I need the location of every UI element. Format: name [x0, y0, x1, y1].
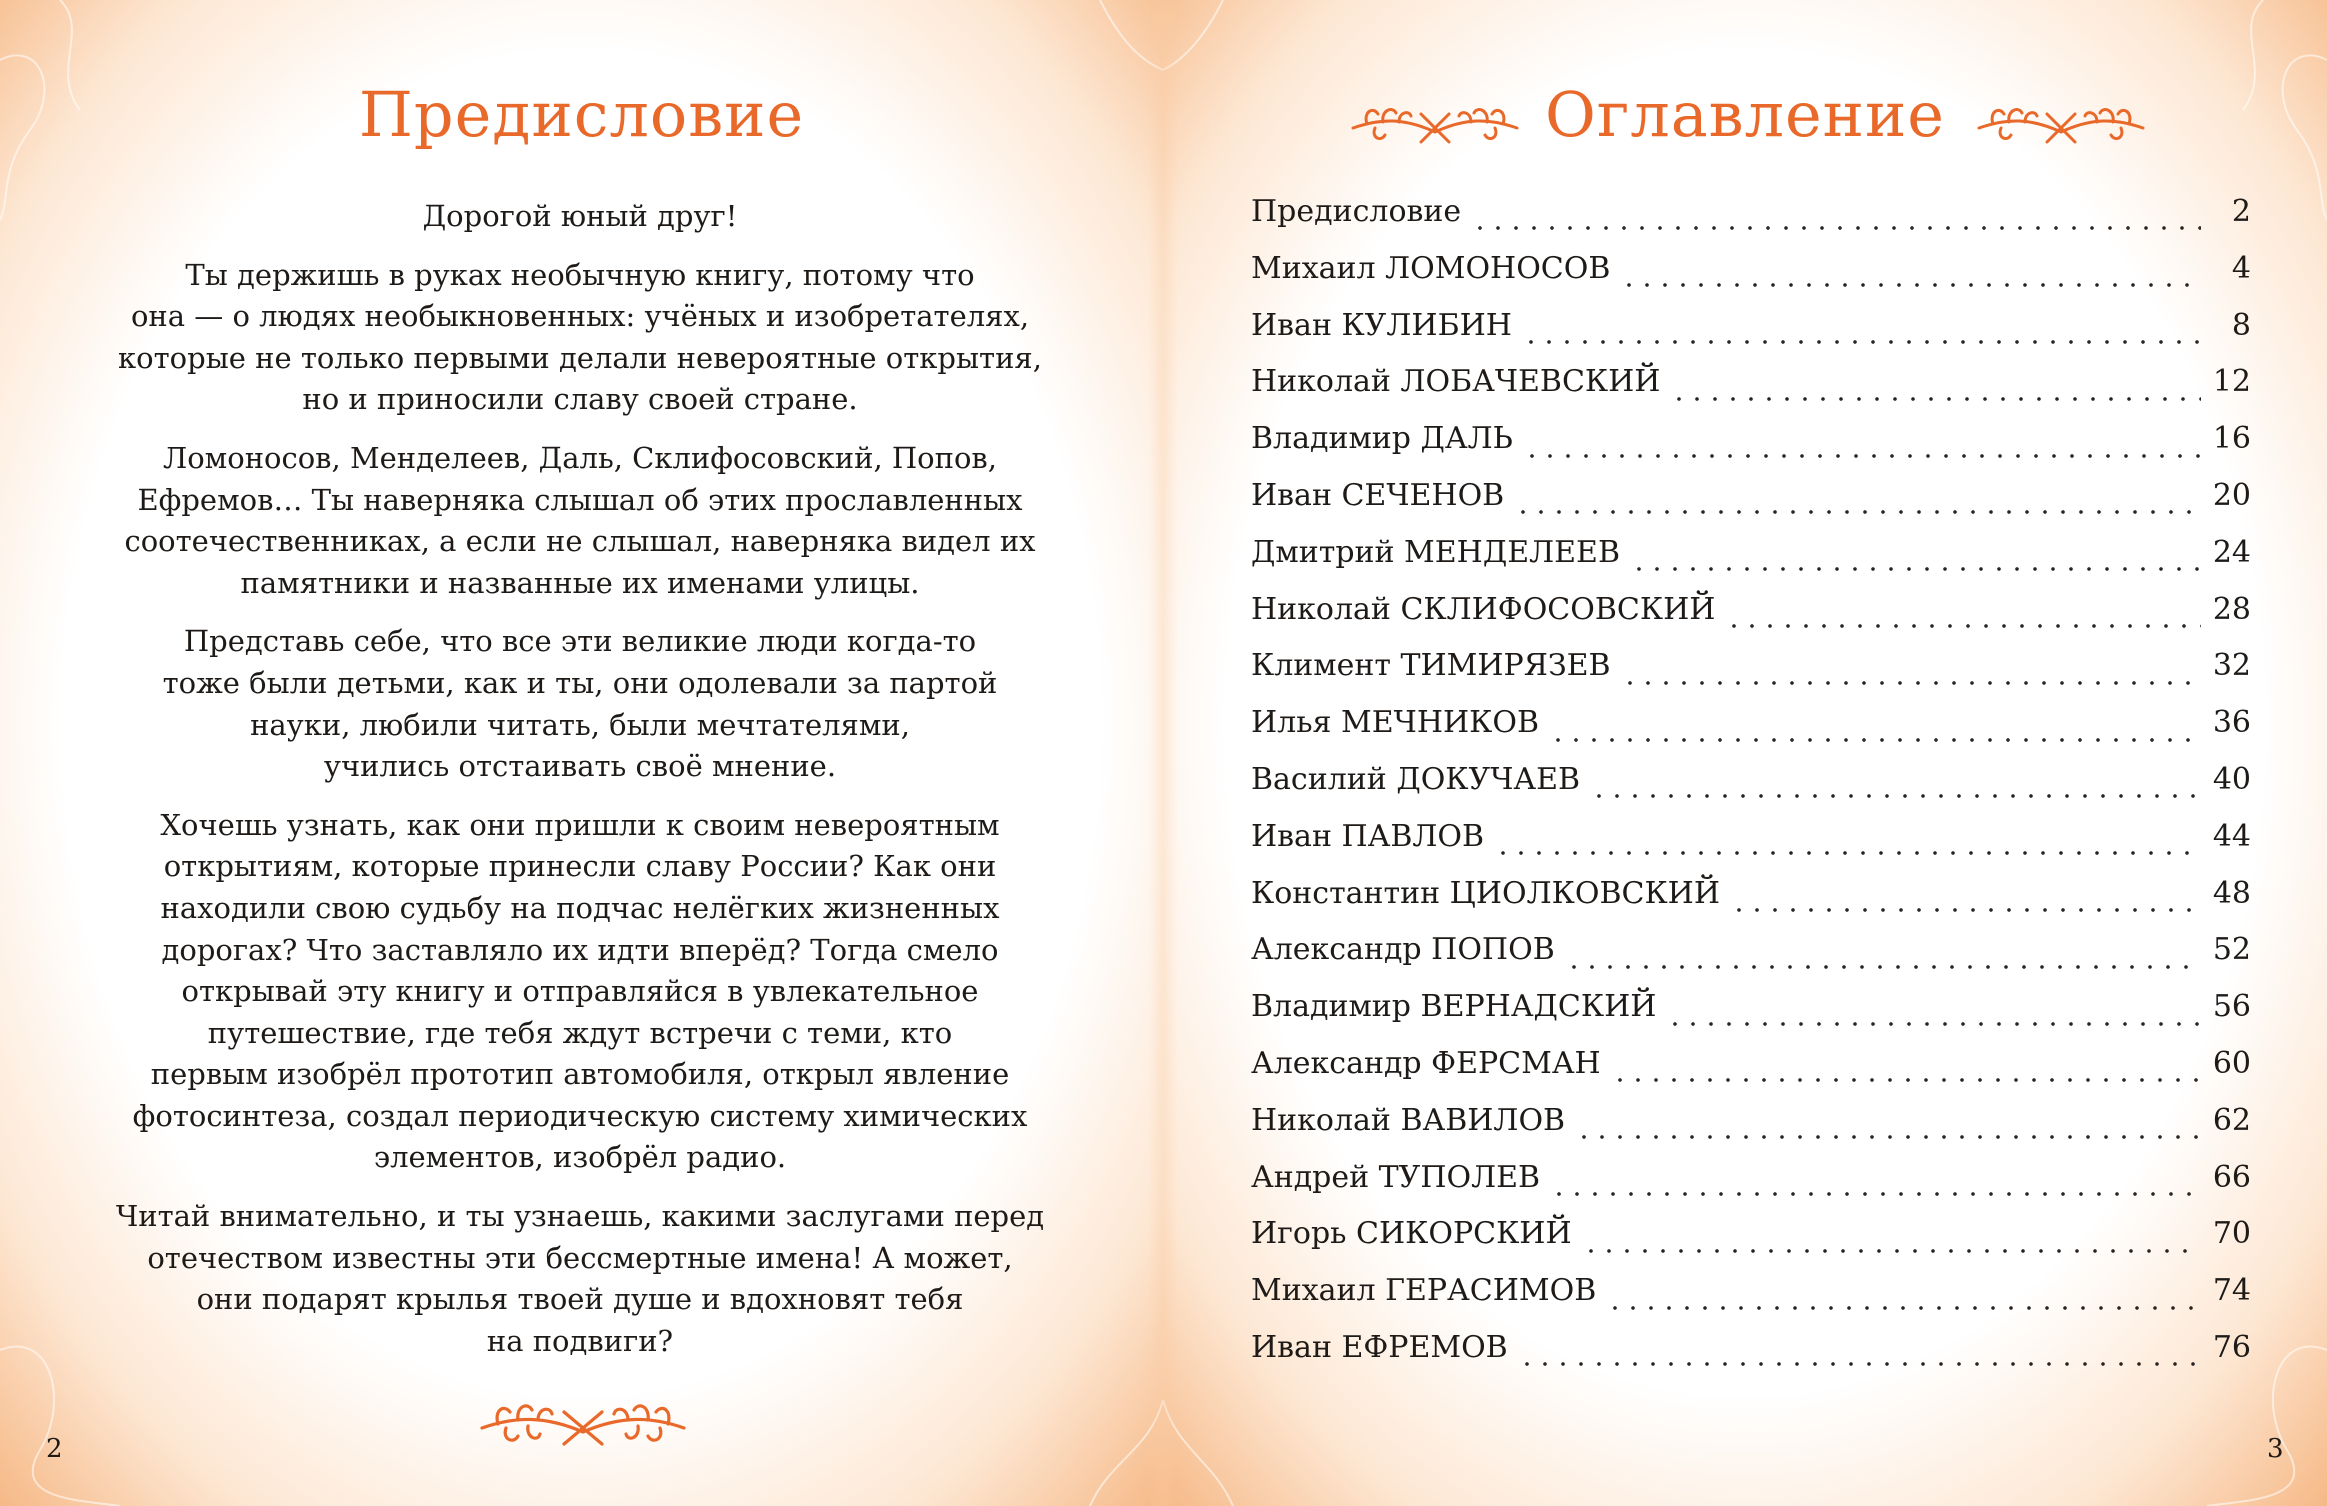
preface-line: элементов, изобрёл радио.: [373, 1140, 787, 1175]
toc-entry[interactable]: [1251, 989, 2251, 1046]
preface-text: [100, 196, 1060, 1379]
toc-dot-leader: [1630, 566, 2201, 572]
toc-entry-name: Михаил ЛОМОНОСОВ: [1251, 250, 1611, 286]
toc-dot-leader: [1611, 1077, 2201, 1083]
toc-entry-page: 62: [2212, 1102, 2251, 1138]
toc-entry[interactable]: [1251, 251, 2251, 308]
toc-entry-page: 66: [2212, 1159, 2251, 1195]
toc-entry[interactable]: [1251, 478, 2251, 535]
preface-line: Ломоносов, Менделеев, Даль, Склифосовский, Попов,: [163, 440, 997, 475]
preface-line: открывай эту книгу и отправляйся в увлекательное: [181, 974, 979, 1009]
preface-line: она — о людях необыкновенных: учёных и изобретателях,: [130, 299, 1030, 334]
toc-entry[interactable]: [1251, 932, 2251, 989]
toc-entry[interactable]: [1251, 648, 2251, 705]
preface-line: Представь себе, что все эти великие люди когда-то: [183, 624, 977, 659]
preface-title: Предисловие: [358, 78, 805, 151]
toc-entry-page: 76: [2212, 1329, 2251, 1365]
toc-dot-leader: [1606, 1305, 2201, 1311]
toc-dot-leader: [1666, 1021, 2201, 1027]
preface-line: науки, любили читать, были мечтателями,: [250, 707, 910, 742]
toc-dot-leader: [1471, 225, 2201, 231]
preface-line: памятники и названные их именами улицы.: [240, 565, 920, 600]
toc-dot-leader: [1590, 793, 2201, 799]
toc-entry-name: Иван КУЛИБИН: [1251, 307, 1512, 343]
toc-entry-page: 12: [2212, 364, 2251, 400]
toc-entry-name: Николай СКЛИФОСОВСКИЙ: [1251, 591, 1716, 627]
toc-dot-leader: [1582, 1248, 2201, 1254]
toc-entry[interactable]: [1251, 1046, 2251, 1103]
toc-dot-leader: [1494, 850, 2201, 856]
toc-dot-leader: [1522, 339, 2201, 345]
toc-entry[interactable]: [1251, 592, 2251, 649]
toc-entry-name: Владимир ДАЛЬ: [1251, 421, 1513, 457]
toc-entry-page: 70: [2212, 1216, 2251, 1252]
preface-paragraph: [100, 1196, 1060, 1362]
toc-entry-name: Николай ЛОБАЧЕВСКИЙ: [1251, 364, 1661, 400]
preface-line: которые не только первыми делали невероятные открытия,: [118, 340, 1042, 375]
preface-paragraph: [100, 805, 1060, 1179]
toc-entry-page: 44: [2212, 818, 2251, 854]
toc-entry[interactable]: [1251, 194, 2251, 251]
toc-entry-name: Владимир ВЕРНАДСКИЙ: [1251, 989, 1657, 1025]
toc-entry-page: 40: [2212, 761, 2251, 797]
toc-entry[interactable]: [1251, 364, 2251, 421]
preface-line: Ты держишь в руках необычную книгу, потому что: [185, 257, 975, 292]
toc-dot-leader: [1549, 737, 2201, 743]
toc-entry-page: 4: [2231, 250, 2251, 286]
preface-line: но и приносили славу своей стране.: [302, 382, 858, 417]
preface-line: дорогах? Что заставляло их идти вперёд? Тогда смело: [161, 932, 999, 967]
preface-line: соотечественниках, а если не слышал, наверняка видел их: [124, 524, 1036, 559]
toc-entry-name: Василий ДОКУЧАЕВ: [1251, 761, 1581, 797]
preface-line: открытиям, которые принесли славу России? Как они: [163, 849, 997, 884]
preface-line: первым изобрёл прототип автомобиля, открыл явление: [150, 1057, 1010, 1092]
preface-line: путешествие, где тебя ждут встречи с теми, кто: [207, 1015, 953, 1050]
page-number-left: 2: [46, 1434, 63, 1464]
preface-paragraph: [100, 255, 1060, 421]
preface-line: учились отстаивать своё мнение.: [323, 749, 837, 784]
toc-title: Оглавление: [1545, 78, 1945, 151]
toc-entry[interactable]: [1251, 705, 2251, 762]
toc-dot-leader: [1621, 680, 2201, 686]
toc-entry-page: 60: [2212, 1045, 2251, 1081]
toc-entry-name: Николай ВАВИЛОВ: [1251, 1102, 1566, 1138]
toc-dot-leader: [1575, 1134, 2201, 1140]
preface-line: Ефремов… Ты наверняка слышал об этих прославленных: [137, 482, 1023, 517]
toc-entry-page: 2: [2231, 194, 2251, 229]
toc-entry-name: Игорь СИКОРСКИЙ: [1251, 1216, 1572, 1252]
table-of-contents: [1251, 194, 2251, 1387]
toc-entry-name: Андрей ТУПОЛЕВ: [1251, 1159, 1541, 1195]
toc-entry-page: 28: [2212, 591, 2251, 627]
toc-entry-name: Иван ЕФРЕМОВ: [1251, 1329, 1508, 1365]
preface-line: на подвиги?: [486, 1323, 674, 1358]
toc-entry-page: 36: [2212, 705, 2251, 741]
toc-entry-page: 56: [2212, 989, 2251, 1025]
preface-paragraph: [100, 438, 1060, 604]
toc-entry[interactable]: [1251, 819, 2251, 876]
toc-dot-leader: [1730, 907, 2201, 913]
toc-dot-leader: [1670, 396, 2201, 402]
toc-entry-page: 8: [2231, 307, 2251, 343]
preface-line: отечеством известны эти бессмертные имена! А может,: [147, 1240, 1013, 1275]
toc-entry[interactable]: [1251, 1330, 2251, 1387]
right-page: [1163, 0, 2327, 1506]
preface-line: Хочешь узнать, как они пришли к своим невероятным: [160, 807, 1000, 842]
toc-entry[interactable]: [1251, 762, 2251, 819]
left-page: [0, 0, 1163, 1506]
preface-line: фотосинтеза, создал периодическую систему химических: [132, 1098, 1028, 1133]
toc-entry-name: Илья МЕЧНИКОВ: [1251, 705, 1540, 741]
book-gutter: [1148, 0, 1178, 1506]
preface-paragraph: [100, 621, 1060, 787]
toc-entry-name: Константин ЦИОЛКОВСКИЙ: [1251, 875, 1720, 911]
toc-entry-name: Климент ТИМИРЯЗЕВ: [1251, 648, 1611, 684]
toc-entry-page: 24: [2212, 534, 2251, 570]
preface-line: находили свою судьбу на подчас нелёгких жизненных: [160, 890, 1000, 925]
toc-dot-leader: [1518, 1361, 2201, 1367]
toc-entry-page: 20: [2212, 477, 2251, 513]
toc-entry-name: Иван СЕЧЕНОВ: [1251, 477, 1505, 513]
toc-entry-name: Михаил ГЕРАСИМОВ: [1251, 1273, 1597, 1309]
floral-vine-ornament-icon: [476, 1398, 690, 1448]
toc-dot-leader: [1514, 509, 2201, 515]
toc-entry[interactable]: [1251, 308, 2251, 365]
floral-vine-ornament-icon: [1975, 102, 2147, 146]
toc-entry[interactable]: [1251, 1103, 2251, 1160]
toc-entry-page: 52: [2212, 932, 2251, 968]
preface-line: они подарят крылья твоей душе и вдохновят тебя: [196, 1282, 964, 1317]
toc-entry-name: Александр ФЕРСМАН: [1251, 1045, 1601, 1081]
toc-entry-name: Предисловие: [1251, 194, 1462, 229]
page-number-right: 3: [2267, 1434, 2284, 1464]
toc-entry[interactable]: [1251, 1273, 2251, 1330]
preface-line: Дорогой юный друг!: [422, 199, 738, 233]
toc-entry-page: 48: [2212, 875, 2251, 911]
toc-entry-name: Иван ПАВЛОВ: [1251, 818, 1485, 854]
toc-dot-leader: [1550, 1191, 2201, 1197]
toc-entry-name: Дмитрий МЕНДЕЛЕЕВ: [1251, 534, 1620, 570]
toc-entry[interactable]: [1251, 421, 2251, 478]
toc-dot-leader: [1523, 453, 2201, 459]
toc-entry[interactable]: [1251, 1216, 2251, 1273]
toc-entry-page: 16: [2212, 421, 2251, 457]
preface-paragraph: [100, 196, 1060, 238]
toc-entry-page: 74: [2212, 1273, 2251, 1309]
toc-entry-name: Александр ПОПОВ: [1251, 932, 1555, 968]
toc-entry[interactable]: [1251, 1160, 2251, 1217]
toc-dot-leader: [1565, 964, 2201, 970]
preface-line: Читай внимательно, и ты узнаешь, какими заслугами перед: [115, 1199, 1045, 1234]
toc-dot-leader: [1620, 282, 2201, 288]
toc-dot-leader: [1725, 623, 2201, 629]
toc-entry[interactable]: [1251, 535, 2251, 592]
toc-entry[interactable]: [1251, 876, 2251, 933]
preface-line: тоже были детьми, как и ты, они одолевали за партой: [162, 665, 998, 700]
toc-entry-page: 32: [2212, 648, 2251, 684]
